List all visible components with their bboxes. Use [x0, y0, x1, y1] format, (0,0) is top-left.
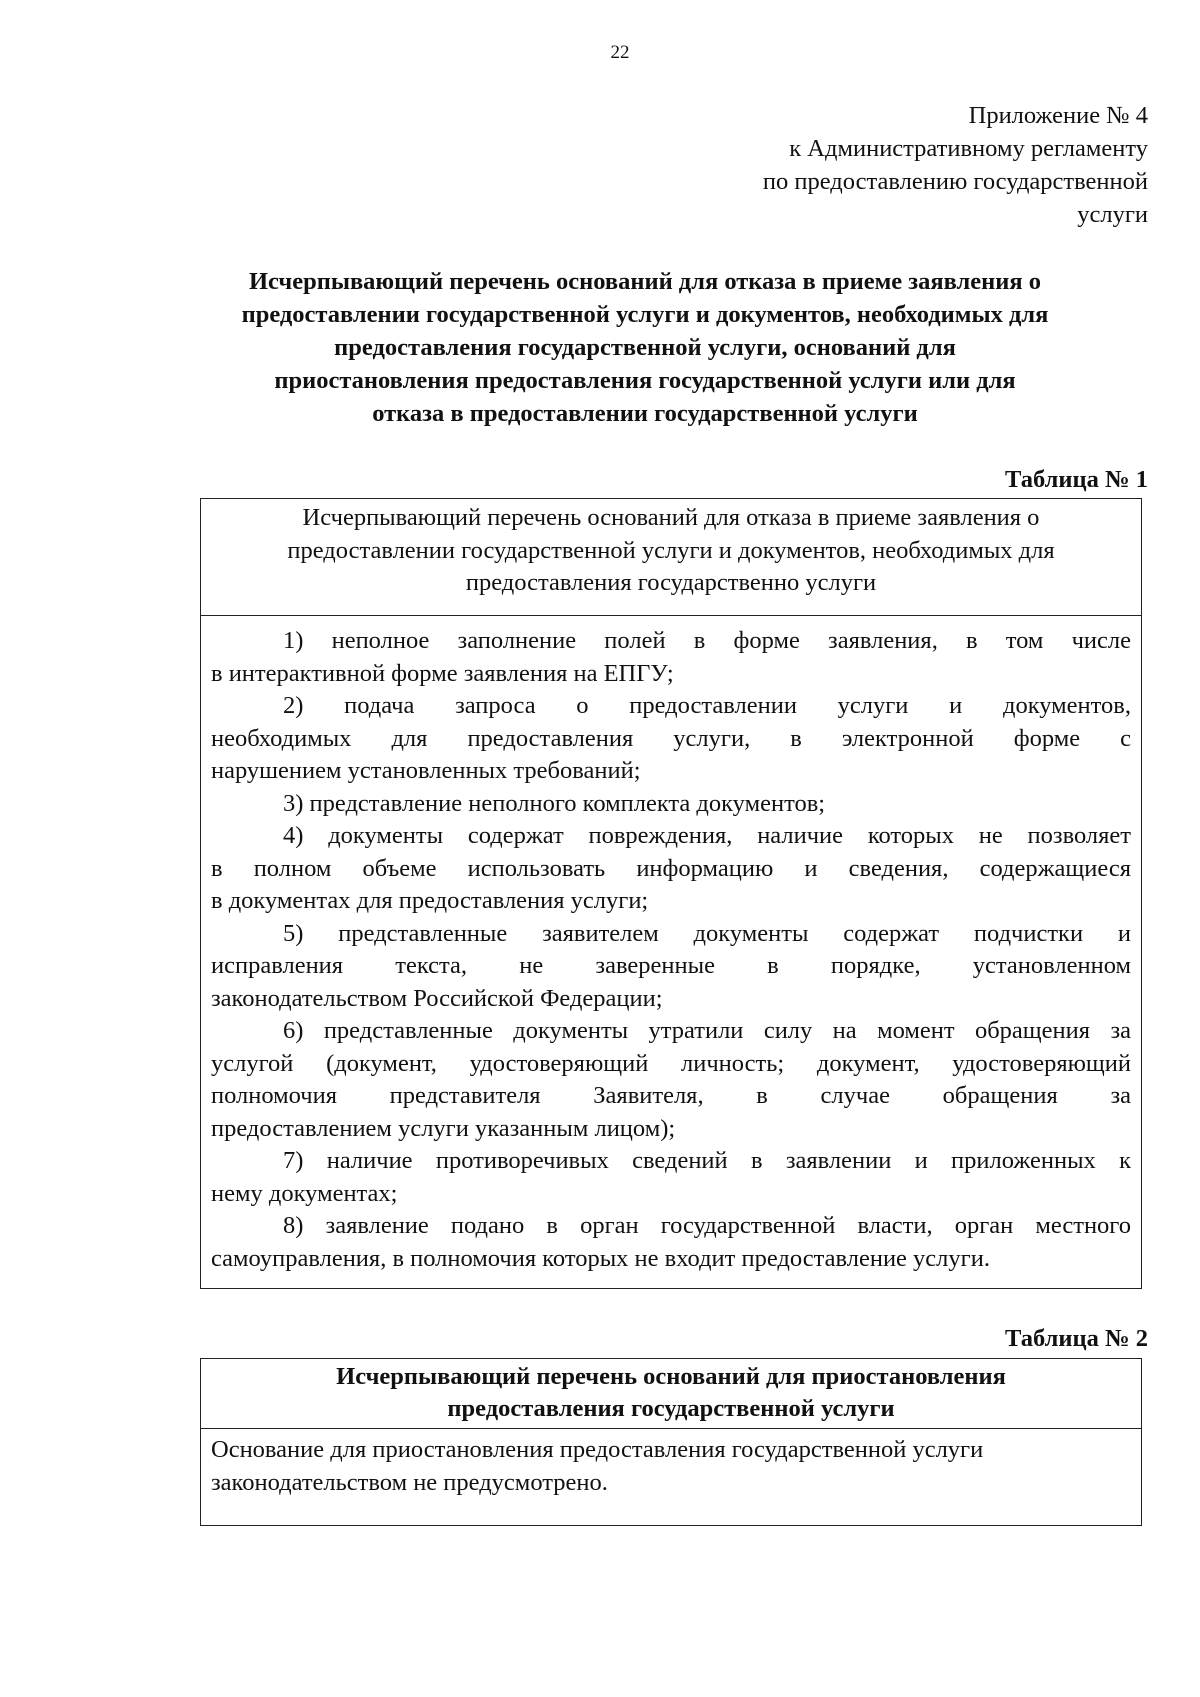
appendix-line: к Административному регламенту	[789, 135, 1148, 162]
appendix-reference	[548, 99, 1148, 231]
page-number: 22	[610, 42, 630, 63]
table-1	[200, 498, 1142, 1289]
table-1-header-line: предоставлении государственной услуги и документов, необходимых для	[287, 536, 1055, 564]
table-1-line: 2) подача запроса о предоставлении услуги и документов,	[283, 692, 1131, 719]
table-1-line: необходимых для предоставления услуги, в электронной форме с	[211, 724, 1131, 752]
title-line: приостановления предоставления государственной услуги или для	[274, 367, 1016, 394]
document-title	[185, 265, 1105, 430]
title-line: отказа в предоставлении государственной услуги	[372, 400, 918, 427]
table-1-line: в документах для предоставления услуги;	[211, 887, 649, 914]
table-1-header-line: Исчерпывающий перечень оснований для отказа в приеме заявления о	[302, 504, 1040, 531]
table-1-line: услугой (документ, удостоверяющий личность; документ, удостоверяющий	[211, 1049, 1131, 1077]
table-1-line: предоставлением услуги указанным лицом);	[211, 1114, 676, 1142]
table-1-line: 4) документы содержат повреждения, наличие которых не позволяет	[283, 822, 1131, 849]
title-line: предоставлении государственной услуги и документов, необходимых для	[241, 301, 1049, 328]
table-1-line: 8) заявление подано в орган государственной власти, орган местного	[283, 1212, 1131, 1239]
table-2-line: законодательством не предусмотрено.	[211, 1469, 608, 1496]
table-1-line: 5) представленные заявителем документы содержат подчистки и	[283, 919, 1131, 947]
table-1-line: 1) неполное заполнение полей в форме заявления, в том числе	[283, 627, 1131, 654]
table-1-line: в полном объеме использовать информацию и сведения, содержащиеся	[211, 854, 1131, 882]
title-line: предоставления государственной услуги, оснований для	[334, 334, 956, 361]
table-1-header-line: предоставления государственно услуги	[465, 569, 877, 596]
table-1-line: 6) представленные документы утратили силу на момент обращения за	[283, 1017, 1131, 1044]
table-1-header	[201, 499, 1141, 616]
table-2-body	[201, 1429, 1141, 1499]
table-2-header-line: Исчерпывающий перечень оснований для приостановления	[336, 1363, 1006, 1390]
table-1-body	[201, 616, 1141, 1275]
appendix-line: по предоставлению государственной	[762, 168, 1148, 195]
table-2-label: Таблица № 2	[1005, 1325, 1148, 1352]
table-1-line: нарушением установленных требований;	[211, 757, 641, 784]
table-1-line: 3) представление неполного комплекта документов;	[283, 789, 826, 817]
table-2	[200, 1358, 1142, 1526]
appendix-line: услуги	[1077, 201, 1148, 228]
table-2-line: Основание для приостановления предоставления государственной услуги	[211, 1436, 984, 1463]
table-1-line: в интерактивной форме заявления на ЕПГУ;	[211, 659, 674, 687]
table-1-line: полномочия представителя Заявителя, в случае обращения за	[211, 1082, 1131, 1109]
table-1-line: исправления текста, не заверенные в порядке, установленном	[211, 952, 1131, 979]
title-line: Исчерпывающий перечень оснований для отказа в приеме заявления о	[248, 268, 1042, 295]
table-2-header-line: предоставления государственной услуги	[447, 1395, 895, 1422]
table-2-header	[201, 1359, 1141, 1429]
table-1-line: 7) наличие противоречивых сведений в заявлении и приложенных к	[283, 1147, 1131, 1174]
appendix-line: Приложение № 4	[968, 102, 1148, 129]
table-1-label: Таблица № 1	[1005, 466, 1148, 493]
table-1-line: законодательством Российской Федерации;	[211, 984, 663, 1012]
table-1-line: нему документах;	[211, 1179, 398, 1207]
table-1-line: самоуправления, в полномочия которых не входит предоставление услуги.	[211, 1244, 990, 1272]
